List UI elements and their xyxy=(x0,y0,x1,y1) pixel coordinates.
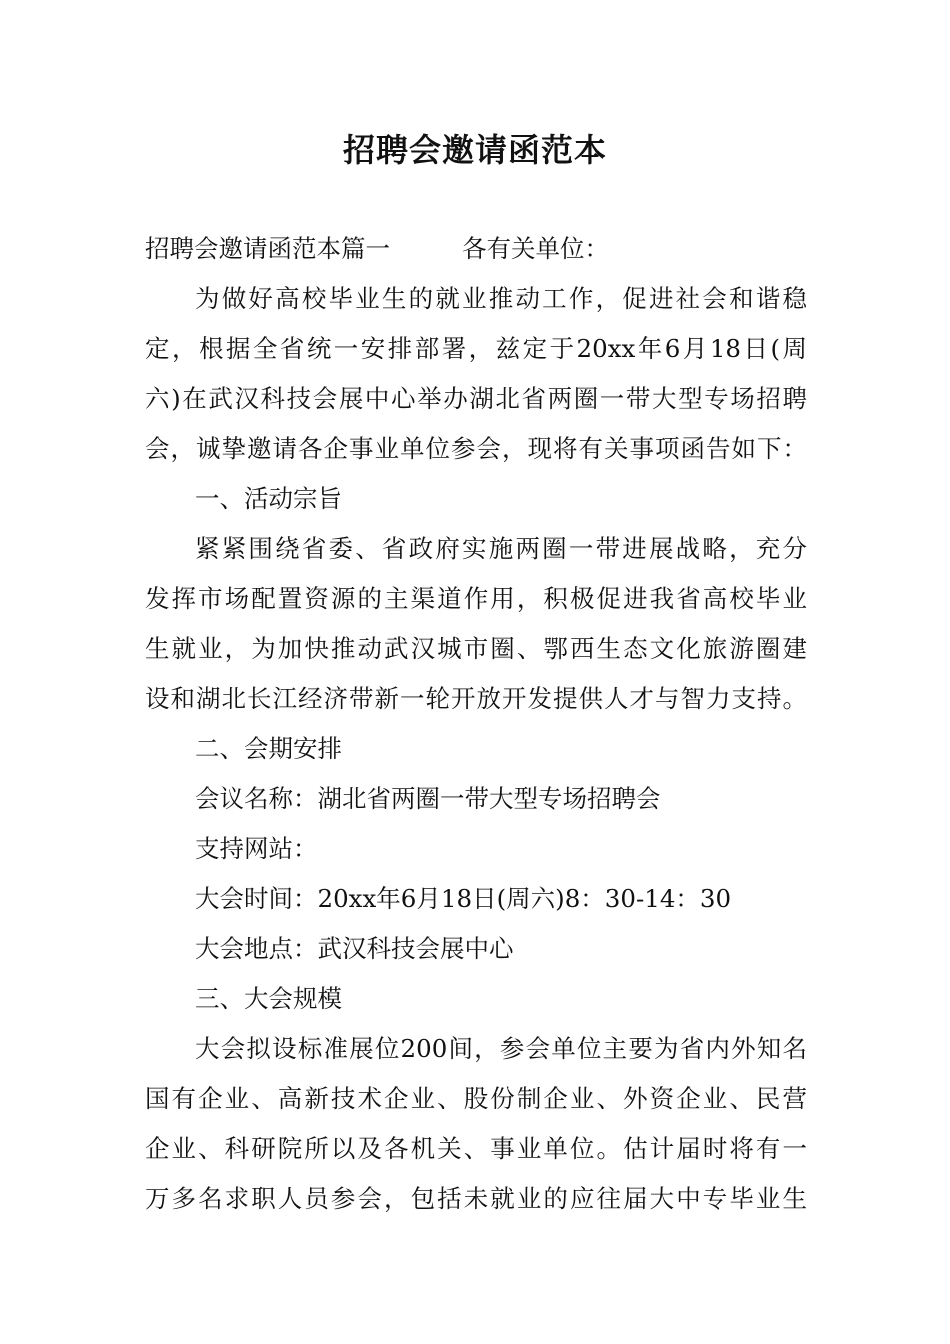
paragraph-line: 大会拟设标准展位200间，参会单位主要为省内外知名 xyxy=(195,1034,807,1063)
paragraph-line: 六)在武汉科技会展中心举办湖北省两圈一带大型专场招聘 xyxy=(145,384,807,413)
intro-line xyxy=(145,224,807,274)
paragraph-line: 大会时间：20xx年6月18日(周六)8：30-14：30 xyxy=(195,884,732,913)
paragraph-line: 定，根据全省统一安排部署，兹定于20xx年6月18日(周 xyxy=(145,334,807,363)
paragraph-line: 设和湖北长江经济带新一轮开放开发提供人才与智力支持。 xyxy=(145,684,807,713)
paragraph-line: 发挥市场配置资源的主渠道作用，积极促进我省高校毕业 xyxy=(145,584,807,613)
paragraph-line: 会议名称：湖北省两圈一带大型专场招聘会 xyxy=(195,784,661,813)
paragraph-line: 二、会期安排 xyxy=(195,734,342,763)
paragraph-line: 三、大会规模 xyxy=(195,984,342,1013)
document-title: 招聘会邀请函范本 xyxy=(342,131,607,169)
paragraph-line: 一、活动宗旨 xyxy=(195,484,342,513)
paragraph-line: 紧紧围绕省委、省政府实施两圈一带进展战略，充分 xyxy=(195,534,807,563)
salutation: 各有关单位： xyxy=(462,234,609,263)
paragraph-line: 支持网站： xyxy=(195,834,318,863)
paragraph-line: 大会地点：武汉科技会展中心 xyxy=(195,934,514,963)
paragraph-line: 会，诚挚邀请各企事业单位参会，现将有关事项函告如下： xyxy=(145,434,807,463)
paragraph-line: 生就业，为加快推动武汉城市圈、鄂西生态文化旅游圈建 xyxy=(145,634,807,663)
paragraph-line: 企业、科研院所以及各机关、事业单位。估计届时将有一 xyxy=(145,1134,807,1163)
document-body xyxy=(145,224,807,1224)
intro-heading: 招聘会邀请函范本篇一 xyxy=(145,234,390,263)
paragraph-line: 为做好高校毕业生的就业推动工作，促进社会和谐稳 xyxy=(195,284,807,313)
paragraph-line: 万多名求职人员参会，包括未就业的应往届大中专毕业生 xyxy=(145,1184,807,1213)
paragraph-line: 国有企业、高新技术企业、股份制企业、外资企业、民营 xyxy=(145,1084,807,1113)
